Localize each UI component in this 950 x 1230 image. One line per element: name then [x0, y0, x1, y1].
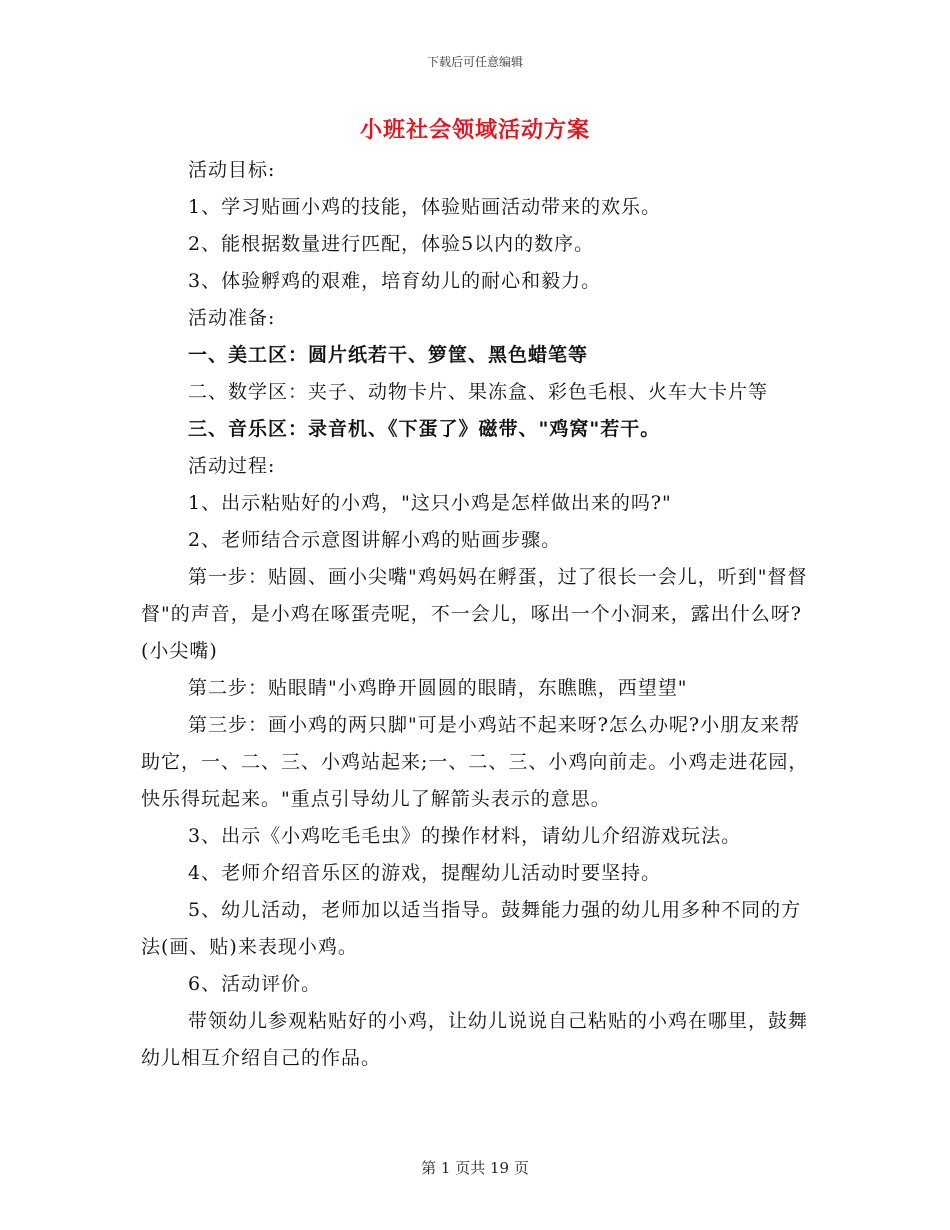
paragraph: 5、幼儿活动，老师加以适当指导。鼓舞能力强的幼儿用多种不同的方法(画、贴)来表现小鸡。	[141, 899, 802, 958]
paragraph: 2、老师结合示意图讲解小鸡的贴画步骤。	[188, 529, 562, 551]
paragraph: 带领幼儿参观粘贴好的小鸡，让幼儿说说自己粘贴的小鸡在哪里，鼓舞幼儿相互介绍自己的作品。	[141, 1010, 809, 1069]
page-header: 下载后可任意编辑	[426, 55, 523, 69]
paragraph: 4、老师介绍音乐区的游戏，提醒幼儿活动时要坚持。	[188, 862, 662, 884]
page-footer: 第 1 页共 19 页	[421, 1159, 529, 1177]
paragraph: 一、美工区：圆片纸若干、箩筐、黑色蜡笔等	[188, 344, 589, 366]
paragraph: 1、出示粘贴好的小鸡，"这只小鸡是怎样做出来的吗?"	[188, 492, 672, 514]
paragraph: 三、音乐区：录音机、《下蛋了》磁带、"鸡窝"若干。	[188, 418, 661, 440]
paragraph: 活动目标:	[188, 159, 276, 181]
paragraph: 3、体验孵鸡的艰难，培育幼儿的耐心和毅力。	[188, 270, 602, 292]
paragraph: 1、学习贴画小鸡的技能，体验贴画活动带来的欢乐。	[188, 196, 662, 218]
paragraph: 活动准备:	[188, 307, 276, 329]
paragraph: 二、数学区：夹子、动物卡片、果冻盒、彩色毛根、火车大卡片等	[188, 381, 769, 403]
paragraph: 第三步：画小鸡的两只脚"可是小鸡站不起来呀?怎么办呢?小朋友来帮助它，一、二、三、小鸡站起来;一、二、三、小鸡向前走。小鸡走进花园，快乐得玩起来。"重点引导幼儿了解箭头表示的意思。	[141, 714, 809, 810]
document-title: 小班社会领域活动方案	[359, 117, 590, 143]
paragraph: 6、活动评价。	[188, 973, 322, 995]
paragraph: 第二步：贴眼睛"小鸡睁开圆圆的眼睛，东瞧瞧，西望望"	[188, 677, 688, 699]
paragraph: 2、能根据数量进行匹配，体验5以内的数序。	[188, 233, 595, 255]
paragraph: 活动过程:	[188, 455, 276, 477]
paragraph: 3、出示《小鸡吃毛毛虫》的操作材料，请幼儿介绍游戏玩法。	[188, 825, 742, 847]
document-body	[141, 152, 809, 1077]
paragraph: 第一步：贴圆、画小尖嘴"鸡妈妈在孵蛋，过了很长一会儿，听到"督督督"的声音，是小鸡在啄蛋壳呢，不一会儿，啄出一个小洞来，露出什么呀?(小尖嘴)	[141, 566, 808, 662]
